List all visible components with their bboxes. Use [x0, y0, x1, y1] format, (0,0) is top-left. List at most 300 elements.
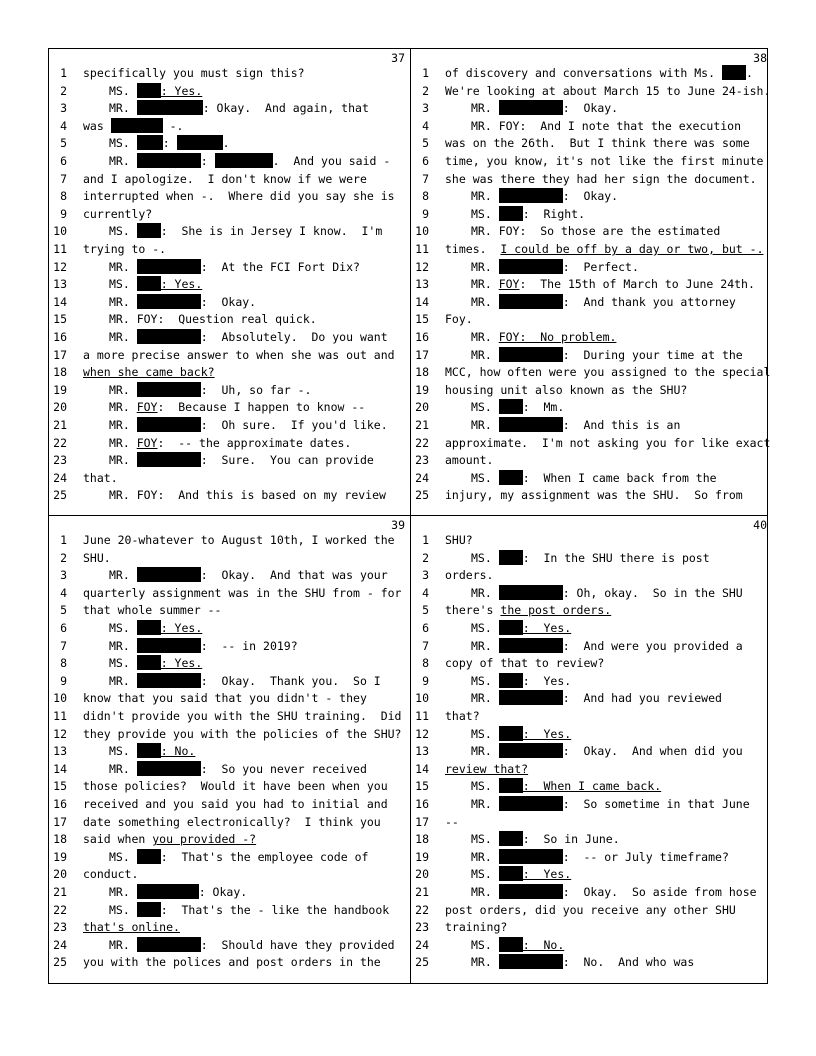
- text-segment: MR.: [471, 691, 499, 706]
- text-segment: : Yes.: [160, 277, 203, 292]
- redaction-block: [137, 638, 201, 653]
- transcript-line: [411, 550, 767, 568]
- line-text: [83, 919, 180, 937]
- transcript-line: [411, 311, 767, 329]
- transcript-line: [49, 135, 405, 153]
- line-text: [83, 602, 221, 620]
- text-segment: housing unit also known as the SHU?: [445, 382, 688, 397]
- text-segment: : -- in 2019?: [200, 638, 298, 653]
- line-text: [109, 435, 351, 453]
- line-text: [471, 831, 620, 849]
- text-segment: times.: [445, 242, 501, 256]
- line-number: 6: [60, 621, 67, 635]
- line-number: 6: [60, 154, 67, 168]
- line-number: 5: [60, 136, 67, 151]
- text-segment: : The 15th of March to June 24th.: [519, 277, 755, 292]
- redaction-block: [137, 902, 161, 917]
- text-segment: MR.: [471, 885, 499, 899]
- line-number: 10: [415, 691, 429, 706]
- line-number: 2: [60, 83, 67, 98]
- redaction-block: [137, 849, 161, 864]
- text-segment: copy of that to review?: [445, 656, 605, 671]
- redaction-block: [137, 294, 201, 309]
- line-text: [83, 866, 138, 884]
- line-text: [109, 638, 298, 656]
- text-segment: : Right.: [522, 206, 586, 221]
- text-segment: MS.: [471, 621, 499, 635]
- transcript-line: [49, 726, 405, 744]
- text-segment: know that you said that you didn't - they: [83, 691, 367, 706]
- text-segment: : Yes.: [522, 726, 572, 741]
- line-number: 19: [415, 382, 429, 397]
- redaction-block: [499, 399, 523, 414]
- line-number: 24: [53, 470, 67, 485]
- transcript-line: [49, 761, 405, 779]
- text-segment: MR.: [471, 259, 499, 274]
- transcript-line: [411, 118, 767, 136]
- text-segment: : -- or July timeframe?: [562, 849, 729, 864]
- line-text: [83, 532, 395, 550]
- text-segment: MR.: [471, 418, 499, 432]
- text-segment: MR.: [109, 673, 137, 688]
- transcript-line: [411, 470, 767, 488]
- line-text: [109, 100, 369, 118]
- line-text: [83, 690, 367, 708]
- line-text: [471, 470, 717, 488]
- text-segment: MR.: [109, 638, 137, 653]
- transcript-sheet: [48, 48, 771, 984]
- text-segment: : And this is an: [562, 418, 681, 432]
- transcript-line: [49, 364, 405, 382]
- transcript-line: [49, 778, 405, 796]
- line-text: [471, 796, 750, 814]
- redaction-block: [137, 417, 201, 432]
- redaction-block: [499, 259, 563, 274]
- transcript-line: [411, 294, 767, 312]
- line-number: 23: [53, 920, 67, 935]
- line-text: [83, 241, 166, 259]
- line-number: 15: [415, 779, 429, 794]
- line-text: [471, 188, 618, 206]
- text-segment: -.: [162, 118, 184, 133]
- text-segment: FOY: [136, 435, 158, 450]
- line-text: [471, 259, 639, 277]
- text-segment: MR.: [109, 294, 137, 309]
- text-segment: : So you never received: [200, 761, 367, 776]
- text-segment: .: [222, 136, 230, 151]
- line-number: 25: [415, 488, 429, 503]
- line-text: [109, 382, 311, 400]
- transcript-line: [411, 778, 767, 796]
- redaction-block: [499, 954, 563, 969]
- line-text: [109, 294, 256, 312]
- redaction-block: [137, 100, 203, 115]
- transcript-line: [411, 884, 767, 902]
- text-segment: : So sometime in that June: [562, 797, 750, 811]
- transcript-line: [49, 814, 405, 832]
- text-segment: MS.: [471, 550, 499, 565]
- text-segment: FOY: [498, 277, 520, 292]
- transcript-line: [49, 206, 405, 224]
- transcript-line: [49, 347, 405, 365]
- redaction-block: [137, 937, 201, 952]
- redaction-block: [137, 135, 163, 150]
- text-segment: that's online.: [83, 920, 180, 935]
- transcript-line: [411, 831, 767, 849]
- line-number: 9: [60, 206, 67, 221]
- line-number: 21: [415, 418, 429, 432]
- text-segment: : No. And who was: [562, 955, 695, 970]
- transcript-line: [49, 259, 405, 277]
- line-number: 17: [53, 347, 67, 362]
- text-segment: you provided -?: [152, 832, 257, 847]
- text-segment: MS.: [109, 83, 137, 98]
- transcript-line: [49, 708, 405, 726]
- transcript-line: [411, 532, 767, 550]
- line-number: 2: [422, 83, 429, 98]
- redaction-block: [137, 153, 201, 168]
- text-segment: of discovery and conversations with Ms.: [445, 66, 722, 80]
- text-segment: MS.: [109, 621, 137, 635]
- transcript-line: [411, 347, 767, 365]
- text-segment: trying to -.: [83, 242, 167, 256]
- text-segment: that?: [445, 709, 480, 723]
- line-text: [471, 550, 710, 568]
- transcript-line: [49, 532, 405, 550]
- line-text: [471, 294, 736, 312]
- line-text: [83, 188, 395, 206]
- text-segment: MR.: [471, 347, 499, 362]
- line-text: [471, 206, 585, 224]
- text-segment: MR.: [471, 101, 499, 116]
- text-segment: MR.: [471, 585, 499, 600]
- text-segment: MR.: [109, 259, 137, 274]
- line-text: [83, 364, 215, 382]
- transcript-line: [49, 602, 405, 620]
- line-number: 6: [422, 621, 429, 635]
- redaction-block: [137, 673, 201, 688]
- text-segment: . And you said -: [272, 154, 391, 168]
- text-segment: MS.: [471, 470, 499, 485]
- text-segment: : Yes.: [522, 621, 572, 635]
- transcript-line: [49, 153, 405, 171]
- line-text: [445, 153, 764, 171]
- line-text: [471, 937, 564, 955]
- redaction-block: [499, 831, 523, 846]
- text-segment: MR.: [109, 101, 137, 116]
- line-text: [471, 100, 618, 118]
- line-number: 4: [60, 585, 67, 600]
- transcript-line: [49, 329, 405, 347]
- text-segment: : Because I happen to know --: [157, 400, 366, 415]
- text-segment: MR.: [109, 568, 137, 583]
- text-segment: training?: [445, 920, 508, 935]
- text-segment: MS.: [471, 867, 499, 882]
- line-text: [445, 655, 604, 673]
- redaction-block: [137, 761, 201, 776]
- redaction-block: [137, 620, 161, 635]
- text-segment: : That's the - like the handbook: [160, 902, 390, 917]
- transcript-line: [49, 902, 405, 920]
- text-segment: SHU.: [83, 550, 111, 565]
- line-number: 13: [53, 744, 67, 759]
- line-number: 1: [60, 533, 67, 547]
- line-text: [83, 347, 395, 365]
- transcript-line: [411, 65, 767, 83]
- redaction-block: [215, 153, 273, 168]
- transcript-line: [49, 884, 405, 902]
- text-segment: amount.: [445, 453, 494, 468]
- line-number: 9: [422, 206, 429, 221]
- line-text: [445, 241, 764, 259]
- line-text: [445, 65, 753, 83]
- line-number: 1: [422, 66, 429, 80]
- text-segment: quarterly assignment was in the SHU from - for: [83, 585, 402, 600]
- transcript-line: [49, 919, 405, 937]
- line-number: 5: [422, 603, 429, 618]
- line-number: 15: [53, 779, 67, 794]
- line-number: 7: [422, 171, 429, 186]
- line-text: [83, 726, 402, 744]
- transcript-line: [49, 188, 405, 206]
- text-segment: those policies? Would it have been when you: [83, 779, 388, 794]
- transcript-line: [49, 796, 405, 814]
- line-number: 9: [60, 673, 67, 688]
- redaction-block: [137, 655, 161, 670]
- redaction-block: [499, 937, 523, 952]
- line-number: 15: [415, 312, 429, 327]
- text-segment: date something electronically? I think you: [83, 814, 381, 829]
- text-segment: orders.: [445, 568, 494, 583]
- transcript-line: [49, 866, 405, 884]
- text-segment: they provide you with the policies of the SHU?: [83, 726, 402, 741]
- line-text: [471, 585, 743, 603]
- text-segment: received and you said you had to initial and: [83, 797, 388, 811]
- transcript-line: [49, 294, 405, 312]
- line-text: [445, 435, 770, 453]
- transcript-line: [49, 65, 405, 83]
- transcript-page-38: [411, 49, 771, 515]
- line-number: 14: [53, 294, 67, 309]
- line-text: [471, 329, 616, 347]
- transcript-line: [411, 602, 767, 620]
- transcript-line: [49, 100, 405, 118]
- transcript-line: [49, 223, 405, 241]
- line-number: 8: [422, 189, 429, 204]
- transcript-line: [49, 849, 405, 867]
- line-number: 20: [53, 400, 67, 415]
- redaction-block: [177, 135, 223, 150]
- redaction-block: [499, 585, 563, 600]
- transcript-line: [49, 550, 405, 568]
- text-segment: : Okay. And again, that: [202, 101, 369, 116]
- transcript-line: [411, 417, 767, 435]
- text-segment: that.: [83, 470, 118, 485]
- line-number: 18: [415, 832, 429, 847]
- text-segment: : Yes.: [522, 867, 572, 882]
- text-segment: : No problem.: [519, 330, 617, 344]
- text-segment: : Yes.: [160, 621, 203, 635]
- text-segment: June 20-whatever to August 10th, I worked the: [83, 533, 395, 547]
- line-text: [471, 743, 743, 761]
- transcript-line: [411, 83, 771, 101]
- text-segment: MCC, how often were you assigned to the special: [445, 365, 771, 380]
- transcript-line: [49, 487, 405, 505]
- line-text: [109, 655, 202, 673]
- redaction-block: [137, 329, 201, 344]
- text-segment: MR.: [109, 154, 137, 168]
- transcript-line: [411, 241, 767, 259]
- line-number: 11: [415, 709, 429, 723]
- line-number: 7: [60, 638, 67, 653]
- line-text: [445, 567, 493, 585]
- line-text: [445, 135, 750, 153]
- line-text: [471, 347, 743, 365]
- text-segment: MS.: [471, 937, 499, 952]
- line-text: [471, 849, 729, 867]
- transcript-line: [411, 761, 767, 779]
- line-number: 13: [415, 277, 429, 292]
- line-number: 21: [53, 885, 67, 899]
- text-segment: MS.: [471, 206, 499, 221]
- line-text: [109, 761, 367, 779]
- transcript-line: [49, 452, 405, 470]
- text-segment: approximate. I'm not asking you for like exact: [445, 435, 771, 450]
- text-segment: MR. FOY: And this is based on my review: [109, 488, 386, 503]
- text-segment: MR. FOY: And I note that the execution: [471, 118, 742, 133]
- transcript-line: [49, 83, 405, 101]
- page-number: 40: [753, 518, 767, 532]
- line-number: 12: [53, 726, 67, 741]
- line-number: 10: [53, 224, 67, 239]
- text-segment: : Okay. And that was your: [200, 568, 388, 583]
- transcript-line: [411, 452, 767, 470]
- text-segment: MS.: [109, 136, 137, 151]
- text-segment: said when: [83, 832, 153, 847]
- line-number: 3: [422, 568, 429, 583]
- line-number: 14: [415, 761, 429, 776]
- line-number: 8: [422, 656, 429, 671]
- line-text: [83, 585, 402, 603]
- text-segment: : So in June.: [522, 832, 620, 847]
- transcript-line: [411, 866, 767, 884]
- redaction-block: [499, 638, 563, 653]
- line-number: 11: [53, 709, 67, 723]
- line-number: 8: [60, 189, 67, 204]
- line-number: 25: [415, 955, 429, 970]
- text-segment: currently?: [83, 206, 153, 221]
- line-text: [109, 673, 381, 691]
- transcript-line: [411, 153, 767, 171]
- text-segment: she was there they had her sign the document.: [445, 171, 757, 186]
- transcript-line: [49, 435, 405, 453]
- transcript-line: [49, 241, 405, 259]
- transcript-line: [411, 814, 767, 832]
- line-number: 4: [422, 585, 429, 600]
- text-segment: MR.: [471, 955, 499, 970]
- line-text: [445, 311, 473, 329]
- line-number: 17: [53, 814, 67, 829]
- text-segment: : When I came back.: [522, 779, 662, 794]
- redaction-block: [137, 83, 161, 98]
- line-number: 14: [415, 294, 429, 309]
- text-segment: : Should have they provided: [200, 937, 395, 952]
- line-number: 16: [53, 330, 67, 344]
- text-segment: : No.: [522, 937, 565, 952]
- text-segment: and I apologize. I don't know if we were: [83, 171, 367, 186]
- transcript-line: [411, 364, 771, 382]
- text-segment: MS.: [471, 779, 499, 794]
- line-number: 10: [53, 691, 67, 706]
- line-text: [471, 884, 757, 902]
- text-segment: MR. FOY: Question real quick.: [109, 312, 317, 327]
- line-number: 20: [415, 867, 429, 882]
- line-number: 3: [60, 101, 67, 116]
- transcript-line: [49, 567, 405, 585]
- line-number: 19: [415, 849, 429, 864]
- line-text: [83, 171, 367, 189]
- line-text: [471, 638, 743, 656]
- text-segment: : And were you provided a: [562, 638, 743, 653]
- text-segment: We're looking at about March 15 to June 24-ish.: [445, 83, 771, 98]
- line-text: [109, 452, 374, 470]
- transcript-line: [49, 620, 405, 638]
- text-segment: MR.: [471, 330, 499, 344]
- redaction-block: [499, 188, 563, 203]
- page-number: 38: [753, 51, 767, 65]
- text-segment: you with the polices and post orders in the: [83, 955, 381, 970]
- line-text: [109, 743, 195, 761]
- line-text: [109, 849, 368, 867]
- redaction-block: [499, 884, 563, 899]
- line-number: 25: [53, 488, 67, 503]
- transcript-line: [411, 435, 771, 453]
- transcript-line: [411, 796, 767, 814]
- line-number: 17: [415, 347, 429, 362]
- text-segment: MR.: [471, 744, 499, 759]
- text-segment: MR.: [471, 638, 499, 653]
- redaction-block: [499, 849, 563, 864]
- line-number: 20: [415, 400, 429, 415]
- line-text: [83, 550, 111, 568]
- text-segment: : Yes.: [522, 673, 572, 688]
- line-text: [471, 866, 571, 884]
- line-text: [109, 937, 395, 955]
- transcript-line: [49, 743, 405, 761]
- text-segment: : And had you reviewed: [562, 691, 722, 706]
- text-segment: MS.: [109, 224, 137, 239]
- line-text: [471, 726, 571, 744]
- text-segment: conduct.: [83, 867, 139, 882]
- line-number: 25: [53, 955, 67, 970]
- line-text: [445, 919, 507, 937]
- transcript-page-37: [49, 49, 409, 515]
- text-segment: SHU?: [445, 533, 473, 547]
- transcript-line: [411, 708, 767, 726]
- text-segment: time, you know, it's not like the first minute: [445, 154, 764, 168]
- text-segment: was on the 26th. But I think there was some: [445, 136, 750, 151]
- line-text: [109, 311, 317, 329]
- line-text: [445, 171, 757, 189]
- line-text: [471, 620, 571, 638]
- text-segment: : Perfect.: [562, 259, 639, 274]
- redaction-block: [499, 726, 523, 741]
- transcript-line: [411, 206, 767, 224]
- transcript-line: [411, 655, 767, 673]
- line-text: [471, 778, 661, 796]
- line-text: [83, 470, 118, 488]
- line-text: [109, 276, 202, 294]
